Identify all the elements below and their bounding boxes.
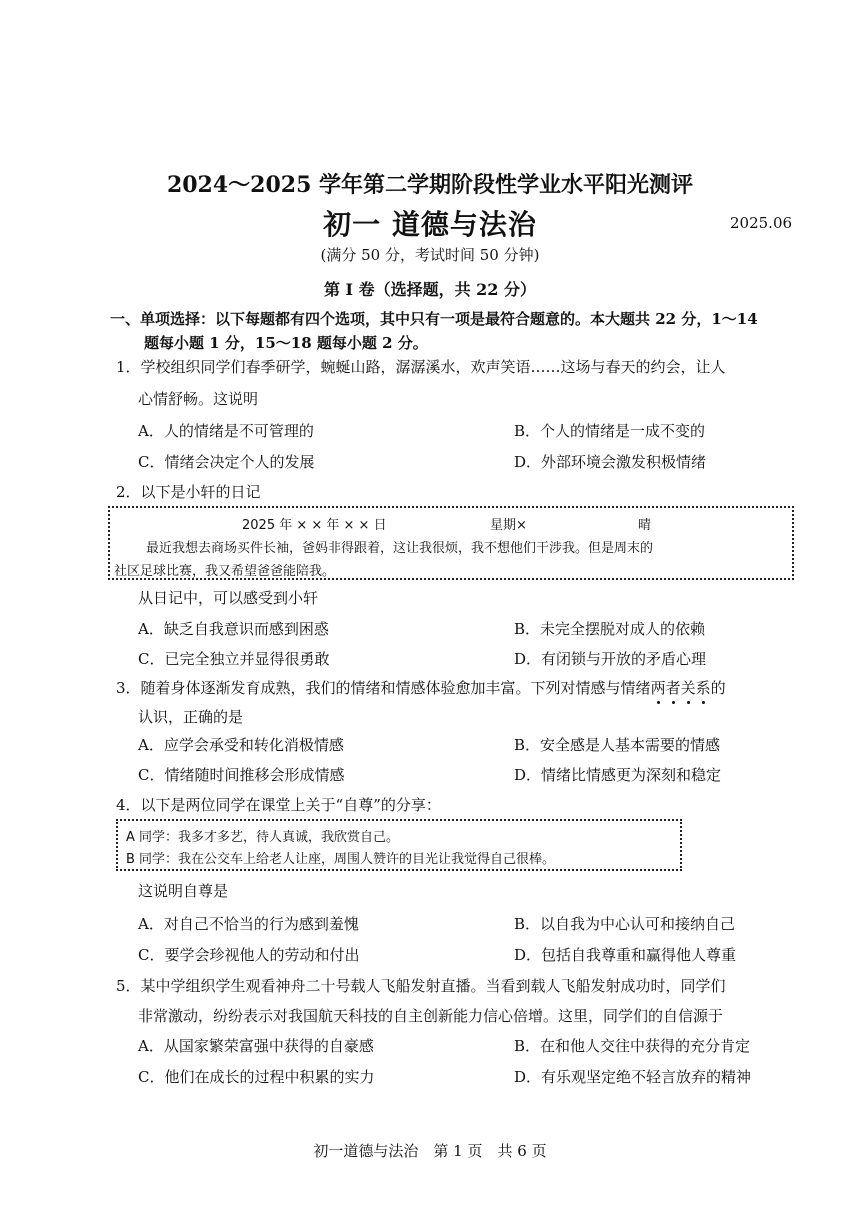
- emphasis-char: 关: [680, 679, 696, 697]
- exam-title: 2024～2025 学年第二学期阶段性学业水平阳光测评: [166, 172, 694, 198]
- question-4-stem-cont: 这说明自尊是: [138, 882, 229, 900]
- question-2-option-b: B．未完全摆脱对成人的依赖: [514, 620, 706, 638]
- emphasis-char: 系: [695, 679, 711, 697]
- diary-weather: 晴: [638, 518, 652, 533]
- question-1-option-a: A．人的情绪是不可管理的: [138, 422, 314, 440]
- question-4-option-a: A．对自己不恰当的行为感到羞愧: [138, 915, 359, 933]
- question-4-option-d: D．包括自我尊重和赢得他人尊重: [514, 946, 737, 964]
- instructions-line-2: 题每小题 1 分，15～18 题每小题 2 分。: [144, 334, 428, 352]
- question-2-stem: 2．以下是小轩的日记: [116, 483, 261, 501]
- question-1-stem: 1．学校组织同学们春季研学，蜿蜒山路，潺潺溪水，欢声笑语……这场与春天的约会，让人: [116, 358, 726, 376]
- question-2-option-a: A．缺乏自我意识而感到困惑: [138, 620, 329, 638]
- diary-weekday: 星期×: [490, 518, 527, 533]
- question-3-stem: [116, 678, 726, 698]
- question-3-stem-cont: 认识，正确的是: [138, 708, 244, 726]
- question-3-option-d: D．情绪比情感更为深刻和稳定: [514, 766, 722, 784]
- question-2-option-c: C．已完全独立并显得很勇敢: [138, 650, 330, 668]
- question-3-option-c: C．情绪随时间推移会形成情感: [138, 766, 345, 784]
- question-3-option-b: B．安全感是人基本需要的情感: [514, 736, 721, 754]
- question-5-option-d: D．有乐观坚定绝不轻言放弃的精神: [514, 1068, 752, 1086]
- question-4-option-b: B．以自我为中心认可和接纳自己: [514, 915, 736, 933]
- exam-date: 2025.06: [730, 214, 793, 232]
- share-line-a: A 同学：我多才多艺，待人真诚，我欣赏自己。: [126, 830, 400, 845]
- question-1-option-c: C．情绪会决定个人的发展: [138, 453, 315, 471]
- subject-title: 初一 道德与法治: [323, 208, 537, 241]
- share-box: [116, 819, 682, 871]
- diary-box: [108, 506, 794, 580]
- question-5-option-a: A．从国家繁荣富强中获得的自豪感: [138, 1037, 374, 1055]
- diary-line-1: 最近我想去商场买件长袖，爸妈非得跟着，这让我很烦，我不想他们干涉我。但是周末的: [146, 541, 654, 556]
- question-3-stem-pre: 3．随着身体逐渐发育成熟，我们的情绪和情感体验愈加丰富。下列对情感与情绪: [116, 679, 651, 697]
- question-2-option-d: D．有闭锁与开放的矛盾心理: [514, 650, 707, 668]
- question-4-option-c: C．要学会珍视他人的劳动和付出: [138, 946, 360, 964]
- question-1-stem-cont: 心情舒畅。这说明: [138, 390, 259, 408]
- instructions-line-1: 一、单项选择：以下每题都有四个选项，其中只有一项是最符合题意的。本大题共 22 分，1～14: [110, 310, 758, 328]
- emphasis-char: 两: [650, 679, 666, 697]
- question-3-option-a: A．应学会承受和转化消极情感: [138, 736, 344, 754]
- diary-date: 2025 年 × × 年 × × 日: [242, 518, 387, 533]
- diary-line-2: 社区足球比赛，我又希望爸爸能陪我。: [114, 564, 336, 579]
- exam-info: (满分 50 分，考试时间 50 分钟): [320, 246, 540, 264]
- question-4-stem: 4．以下是两位同学在课堂上关于“自尊”的分享：: [116, 796, 441, 814]
- instructions: [110, 307, 790, 355]
- question-1-option-d: D．外部环境会激发积极情绪: [514, 453, 707, 471]
- section-title: 第 Ⅰ 卷（选择题，共 22 分）: [323, 280, 537, 299]
- question-5-option-b: B．在和他人交往中获得的充分肯定: [514, 1037, 751, 1055]
- question-1-option-b: B．个人的情绪是一成不变的: [514, 422, 706, 440]
- question-5-option-c: C．他们在成长的过程中积累的实力: [138, 1068, 375, 1086]
- share-line-b: B 同学：我在公交车上给老人让座，周围人赞许的目光让我觉得自己很棒。: [126, 852, 556, 867]
- question-3-stem-post: 的: [710, 679, 726, 697]
- emphasis-char: 者: [665, 679, 681, 697]
- question-5-stem-cont: 非常激动，纷纷表示对我国航天科技的自主创新能力信心倍增。这里，同学们的自信源于: [138, 1007, 724, 1025]
- page-footer: 初一道德与法治 第 1 页 共 6 页: [313, 1142, 547, 1160]
- question-2-stem-cont: 从日记中，可以感受到小轩: [138, 589, 319, 607]
- question-5-stem: 5．某中学组织学生观看神舟二十号载人飞船发射直播。当看到载人飞船发射成功时，同学们: [116, 977, 726, 995]
